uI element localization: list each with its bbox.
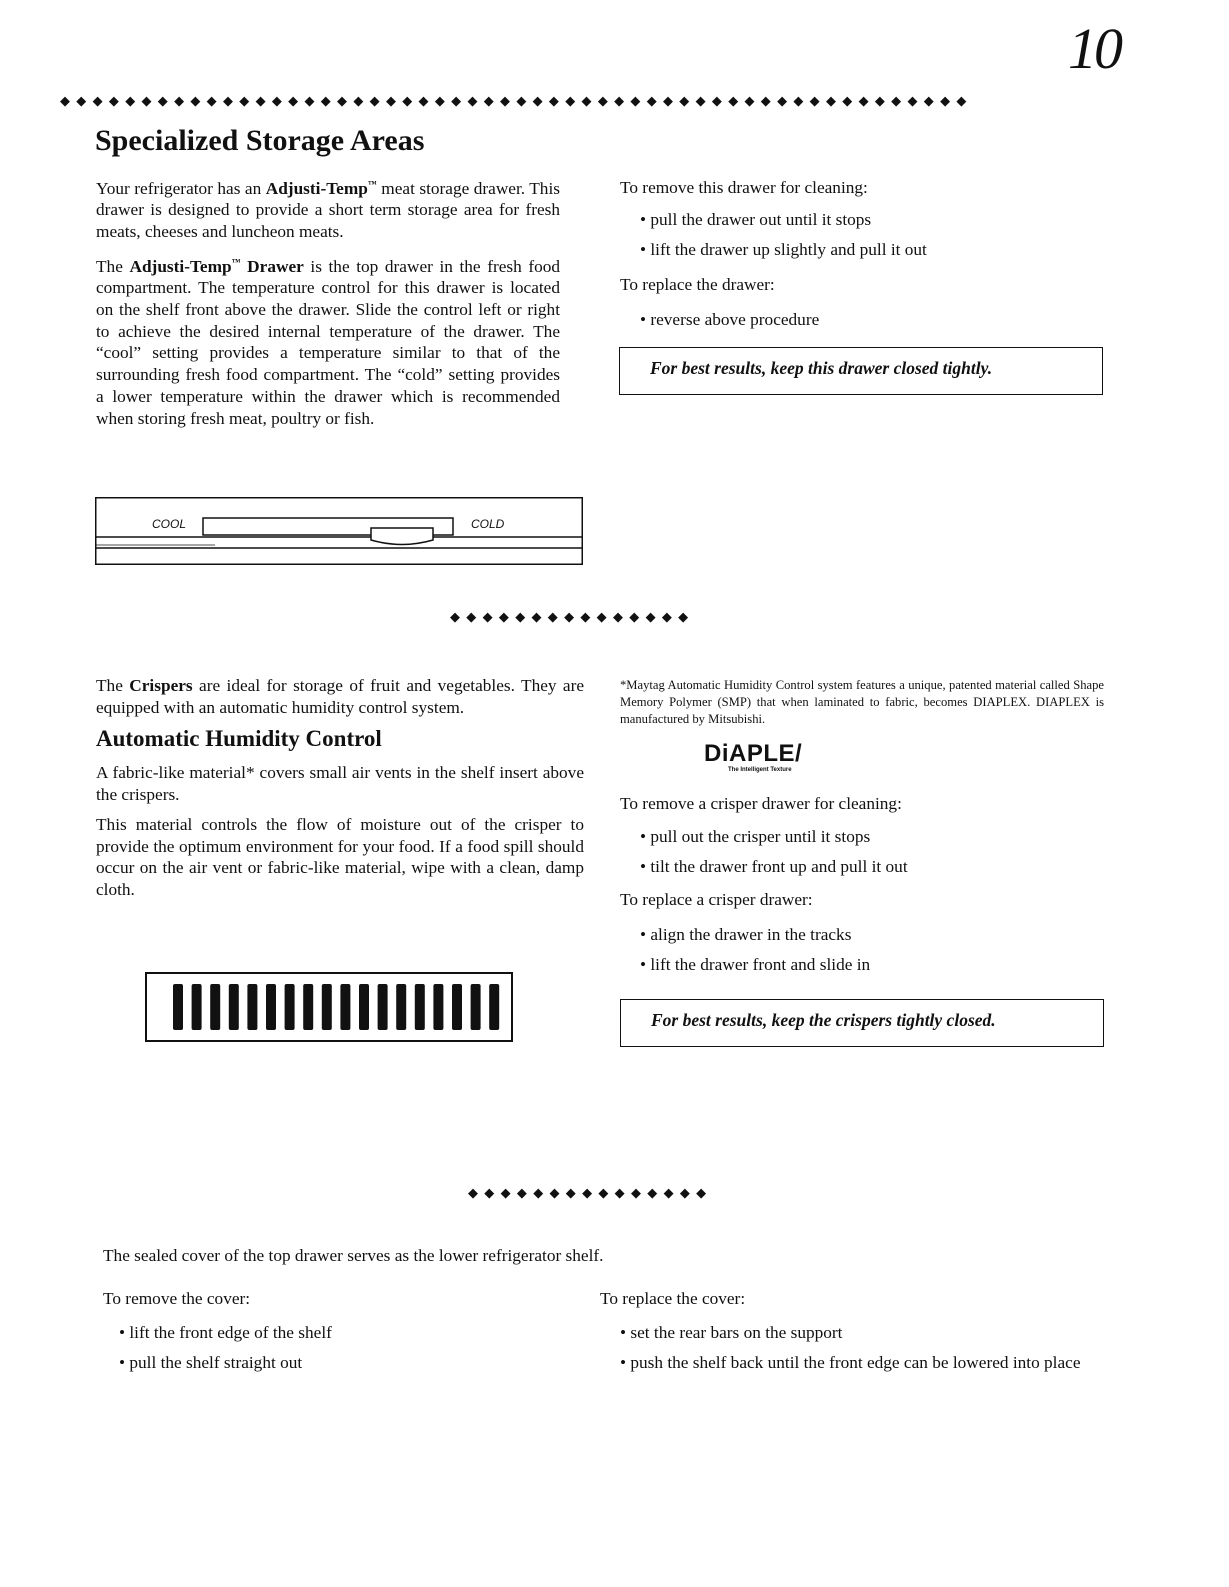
tip-box: For best results, keep the crispers tightly closed. [620,999,1104,1047]
replace-step: • push the shelf back until the front edge can be lowered into place [620,1353,1081,1372]
vent-slot [471,984,481,1030]
remove-step: • pull the shelf straight out [119,1353,303,1372]
slider-drawing [95,497,583,565]
cover-replace-instructions [600,1288,1090,1374]
cold-label: COLD [471,517,505,531]
vent-slot [433,984,443,1030]
replace-heading: To replace the drawer: [620,275,775,294]
vent-slot [452,984,462,1030]
humidity-heading: Automatic Humidity Control [96,726,382,752]
vent-slot [210,984,220,1030]
diaplex-logo: DiAPLE/ [704,740,803,767]
vent-slot [173,984,183,1030]
footnote-text: *Maytag Automatic Humidity Control system features a unique, patented material called Shape Memory Polymer (SMP) that when laminated to fabric, becomes DIAPLEX. DIAPLEX is manufactured by Mitsubishi. [620,678,1104,726]
section-title: Specialized Storage Areas [95,124,425,157]
replace-step: • lift the drawer front and slide in [640,955,871,974]
vent-slots [147,974,511,1040]
replace-step: • align the drawer in the tracks [640,925,852,944]
vent-slot [285,984,295,1030]
vent-slot [192,984,202,1030]
divider-dots: ◆◆◆◆◆◆◆◆◆◆◆◆◆◆◆ [468,1186,713,1199]
drawer-removal-instructions [620,177,1104,331]
remove-heading: To remove the cover: [103,1289,251,1308]
vent-slot [378,984,388,1030]
temperature-control-illustration [95,497,583,565]
remove-step: • pull out the crisper until it stops [640,827,871,846]
remove-step: • lift the drawer up slightly and pull it out [640,240,927,259]
paragraph: The Adjusti-Temp™ Drawer is the top drawer in the fresh food compartment. The temperature control for this drawer is located on the shelf front above the drawer. Slide the control left or right to achieve the desired internal temperature of the drawer. The “cool” setting provides a temperature similar to that of the surrounding fresh food compartment. The “cold” setting provides a lower temperature within the drawer which is recommended when storing fresh meat, poultry or fish. [96,256,561,428]
page-number: 10 [1068,16,1120,81]
cover-intro: The sealed cover of the top drawer serves as the lower refrigerator shelf. [103,1246,604,1265]
vent-slot [266,984,276,1030]
divider-dots: ◆◆◆◆◆◆◆◆◆◆◆◆◆◆◆◆◆◆◆◆◆◆◆◆◆◆◆◆◆◆◆◆◆◆◆◆◆◆◆◆◆◆◆◆◆◆◆◆◆◆◆◆◆◆◆◆ [60,94,973,107]
tip-box: For best results, keep this drawer closed tightly. [619,347,1103,395]
remove-step: • lift the front edge of the shelf [119,1323,332,1342]
diaplex-tagline: The Intelligent Texture [728,767,792,773]
vent-slot [340,984,350,1030]
crisper-section [96,675,584,901]
paragraph: This material controls the flow of moisture out of the crisper to provide the optimum environment for your food. If a food spill should occur on the air vent or fabric-like material, wipe with a clean, damp cloth. [96,814,584,899]
vent-slot [489,984,499,1030]
vent-slot [229,984,239,1030]
vent-slot [303,984,313,1030]
vent-slot [415,984,425,1030]
crisper-removal-instructions [620,793,1104,976]
replace-heading: To replace the cover: [600,1289,746,1308]
cool-label: COOL [152,517,187,531]
replace-heading: To replace a crisper drawer: [620,890,813,909]
vent-slot [359,984,369,1030]
adjusti-temp-intro [96,174,560,429]
diaplex-footnote [620,677,1104,728]
vent-slot [396,984,406,1030]
divider-dots: ◆◆◆◆◆◆◆◆◆◆◆◆◆◆◆ [450,610,695,623]
vent-slot [247,984,257,1030]
crispers-intro: The Crispers are ideal for storage of fruit and vegetables. They are equipped with an automatic humidity control system. [96,676,585,717]
remove-heading: To remove a crisper drawer for cleaning: [620,794,902,813]
cover-removal-instructions [103,1288,563,1374]
paragraph: Your refrigerator has an Adjusti-Temp™ meat storage drawer. This drawer is designed to provide a short term storage area for fresh meats, cheeses and luncheon meats. [96,178,560,242]
air-vent-illustration [145,972,513,1042]
replace-step: • set the rear bars on the support [620,1323,843,1342]
remove-heading: To remove this drawer for cleaning: [620,178,868,197]
paragraph: A fabric-like material* covers small air vents in the shelf insert above the crispers. [96,763,584,805]
remove-step: • tilt the drawer front up and pull it out [640,857,908,876]
vent-slot [322,984,332,1030]
replace-step: • reverse above procedure [640,310,820,329]
remove-step: • pull the drawer out until it stops [640,210,872,229]
